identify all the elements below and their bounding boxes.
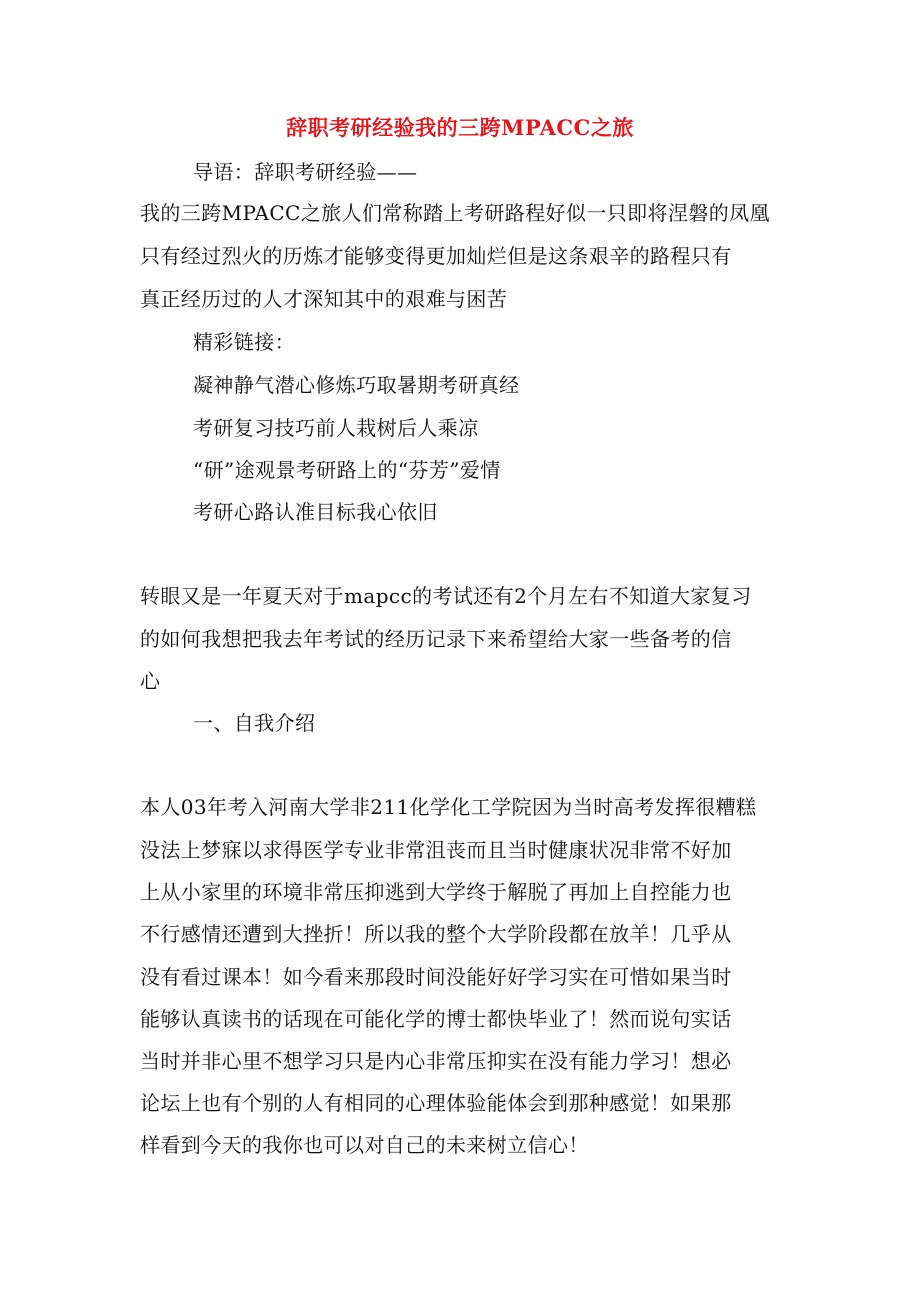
section-heading: 一、自我介绍: [193, 711, 316, 735]
paragraph-line: 本人03年考入河南大学非211化学化工学院因为当时高考发挥很糟糕: [140, 795, 757, 819]
paragraph-line: 上从小家里的环境非常压抑逃到大学终于解脱了再加上自控能力也: [140, 880, 732, 904]
links-label: 精彩链接：: [193, 330, 295, 354]
paragraph-line: 样看到今天的我你也可以对自己的未来树立信心！: [140, 1133, 589, 1157]
intro-line: 只有经过烈火的历炼才能够变得更加灿烂但是这条艰辛的路程只有: [140, 244, 732, 268]
paragraph-line: 能够认真读书的话现在可能化学的博士都快毕业了！然而说句实话: [140, 1007, 732, 1031]
intro-line: 真正经历过的人才深知其中的艰难与困苦: [140, 287, 508, 311]
paragraph-line: 论坛上也有个别的人有相同的心理体验能体会到那种感觉！如果那: [140, 1091, 732, 1115]
paragraph-line: 当时并非心里不想学习只是内心非常压抑实在没有能力学习！想必: [140, 1049, 732, 1073]
intro-label: 导语：辞职考研经验——: [193, 160, 418, 184]
paragraph-line: 没有看过课本！如今看来那段时间没能好好学习实在可惜如果当时: [140, 965, 732, 989]
paragraph-line: 没法上梦寐以求得医学专业非常沮丧而且当时健康状况非常不好加: [140, 838, 732, 862]
paragraph-line: 的如何我想把我去年考试的经历记录下来希望给大家一些备考的信: [140, 627, 732, 651]
intro-line: 我的三跨MPACC之旅人们常称踏上考研路程好似一只即将涅磐的凤凰: [140, 201, 770, 225]
paragraph-line: 不行感情还遭到大挫折！所以我的整个大学阶段都在放羊！几乎从: [140, 922, 732, 946]
document-title: 辞职考研经验我的三跨MPACC之旅: [286, 115, 634, 140]
related-link[interactable]: 凝神静气潜心修炼巧取暑期考研真经: [193, 373, 520, 397]
related-link[interactable]: 考研复习技巧前人栽树后人乘凉: [193, 416, 479, 440]
paragraph-line: 转眼又是一年夏天对于mapcc的考试还有2个月左右不知道大家复习: [140, 584, 752, 608]
paragraph-line: 心: [140, 669, 161, 693]
related-link[interactable]: “研”途观景考研路上的“芬芳”爱情: [193, 458, 501, 482]
related-link[interactable]: 考研心路认准目标我心依旧: [193, 500, 438, 524]
